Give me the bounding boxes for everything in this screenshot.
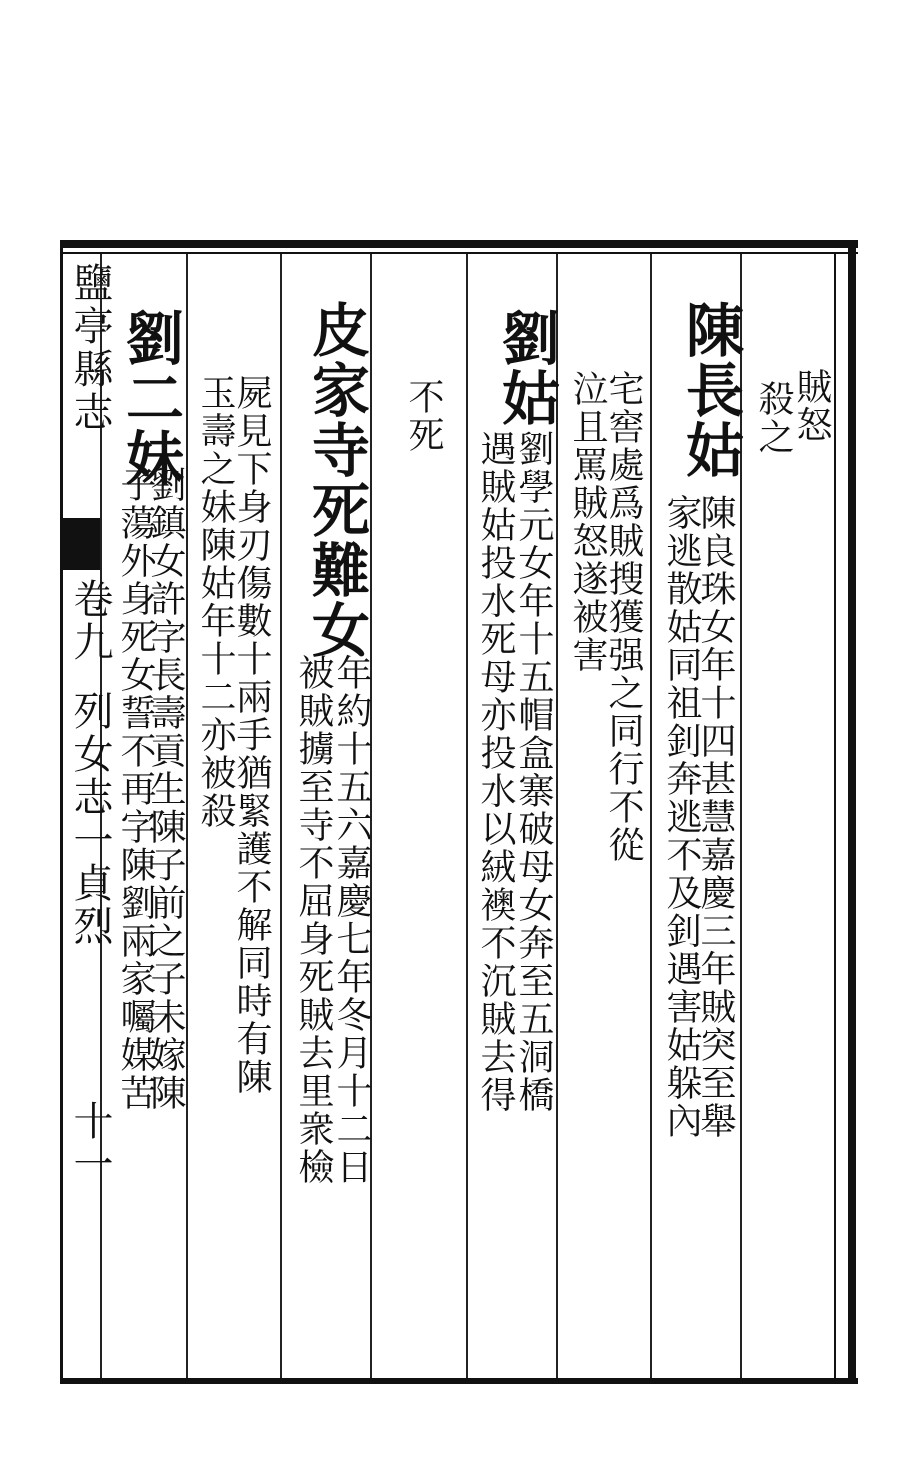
text-column: 屍見下身刃傷數十兩手猶緊護不解同時有陳	[231, 374, 272, 1096]
text-column: 泣且罵賊怒遂被害	[567, 370, 608, 674]
text-column: 劉鎮女許字長壽貢生陳子前之子未嫁陳	[145, 466, 186, 1112]
entry-heading: 皮家寺死難女	[302, 300, 370, 660]
entry-heading: 劉二妹	[116, 308, 184, 488]
frame-border-bottom	[60, 1378, 858, 1384]
text-column: 劉學元女年十五帽盒寨破母女奔至五洞橋	[513, 430, 554, 1114]
spine-title: 鹽亭縣志	[67, 262, 113, 434]
frame-border-top	[60, 240, 858, 248]
column-rule	[466, 254, 468, 1378]
text-column: 遇賊姑投水死母亦投水以絨襖不沉賊去得	[475, 430, 516, 1114]
text-column: 年約十五六嘉慶七年冬月十二日	[331, 654, 372, 1186]
text-column: 被賊擄至寺不屈身死賊去里衆檢	[293, 654, 334, 1186]
text-column: 賊怒	[791, 368, 832, 444]
text-column: 不死	[403, 378, 444, 454]
text-column: 玉壽之妹陳姑年十二亦被殺	[195, 374, 236, 830]
text-column: 宅窖處爲賊搜獲强之同行不從	[603, 370, 644, 864]
text-column: 陳良珠女年十四甚慧嘉慶三年賊突至舉	[695, 494, 736, 1140]
entry-heading: 劉姑	[492, 308, 560, 428]
text-column: 家逃散姑同祖釗奔逃不及釗遇害姑躲內	[661, 494, 702, 1140]
entry-heading: 陳長姑	[676, 300, 744, 480]
text-column: 殺之	[753, 380, 794, 456]
frame-border-top-inner	[60, 252, 858, 254]
margin-black-band	[62, 518, 100, 570]
frame-border-right	[848, 240, 856, 1384]
column-rule	[650, 254, 652, 1378]
text-column: 子蕩外身死女誓不再字陳劉兩家囑媒苦	[115, 466, 156, 1112]
page-number: 十一	[67, 1100, 113, 1186]
volume-label: 卷九	[67, 578, 113, 664]
column-rule	[280, 254, 282, 1378]
section-label: 列女志一貞烈	[67, 690, 113, 948]
